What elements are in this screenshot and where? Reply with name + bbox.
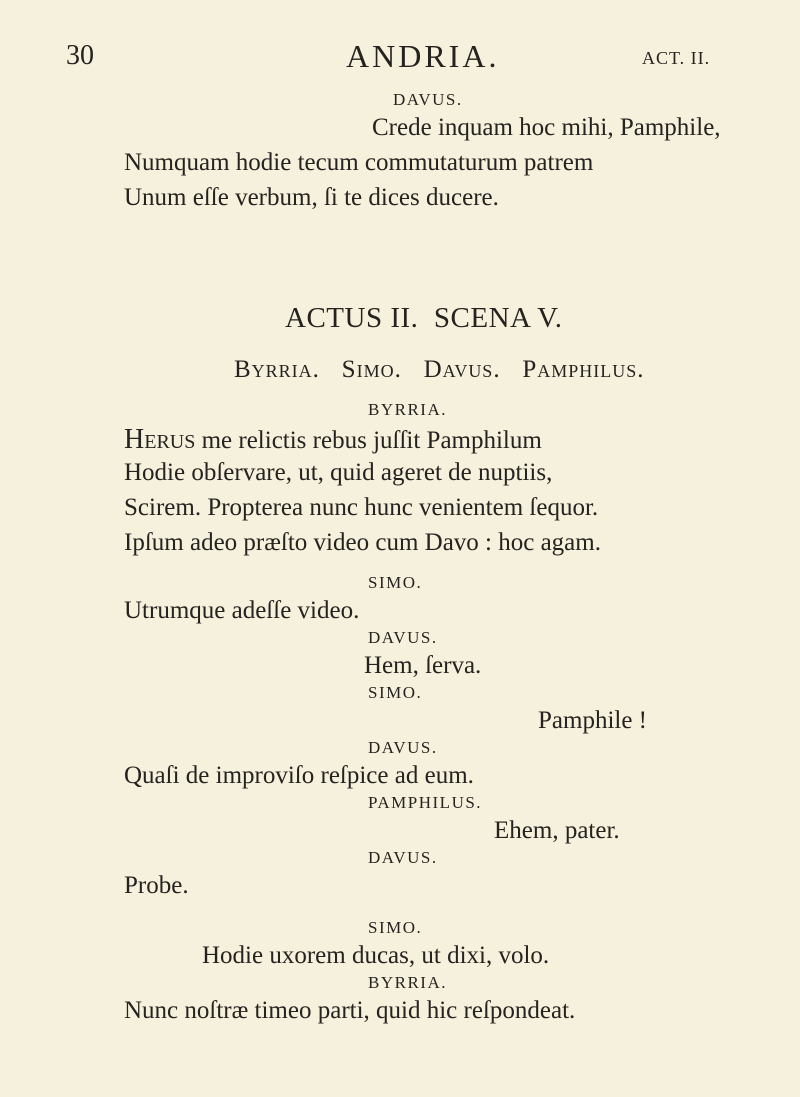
verse-line: Quaſi de improviſo reſpice ad eum. (124, 762, 474, 789)
verse-line: Hodie obſervare, ut, quid ageret de nuptiis, (124, 459, 553, 486)
scene-title: ACTUS II. SCENA V. (285, 302, 563, 334)
cast-list (234, 356, 645, 384)
page-number: 30 (66, 40, 94, 71)
speaker-label: DAVUS. (368, 738, 438, 757)
initial-word: Herus (124, 424, 196, 455)
verse-line: Probe. (124, 872, 189, 899)
verse-line: Unum eſſe verbum, ſi te dices ducere. (124, 184, 499, 211)
verse-line: Crede inquam hoc mihi, Pamphile, (372, 114, 721, 141)
verse-line: Scirem. Propterea nunc hunc venientem ſequor. (124, 494, 599, 521)
speaker-label: SIMO. (368, 683, 423, 702)
running-head-title: ANDRIA. (346, 38, 500, 74)
verse-line: Nunc noſtræ timeo parti, quid hic reſpondeat. (124, 997, 576, 1024)
speaker-label: BYRRIA. (368, 400, 447, 419)
speaker-label: DAVUS. (368, 848, 438, 867)
verse-text: me relictis rebus juſſit Pamphilum (195, 427, 542, 454)
speaker-label: DAVUS. (368, 628, 438, 647)
verse-line: Utrumque adeſſe video. (124, 597, 360, 624)
cast-names: Byrria. Simo. Davus. Pamphilus. (234, 356, 645, 383)
speaker-label: SIMO. (368, 918, 423, 937)
verse-line: Numquam hodie tecum commutaturum patrem (124, 149, 594, 176)
verse-line: Pamphile ! (538, 707, 648, 734)
verse-line: Ehem, pater. (494, 817, 620, 844)
speaker-label: BYRRIA. (368, 973, 447, 992)
verse-line (124, 424, 542, 456)
verse-line: Ipſum adeo præſto video cum Davo : hoc agam. (124, 529, 601, 556)
verse-line: Hem, ſerva. (364, 652, 482, 679)
speaker-label: PAMPHILUS. (368, 793, 483, 812)
speaker-label: DAVUS. (393, 90, 463, 109)
speaker-label: SIMO. (368, 573, 423, 592)
act-label: ACT. II. (642, 48, 711, 68)
verse-line: Hodie uxorem ducas, ut dixi, volo. (202, 942, 550, 969)
